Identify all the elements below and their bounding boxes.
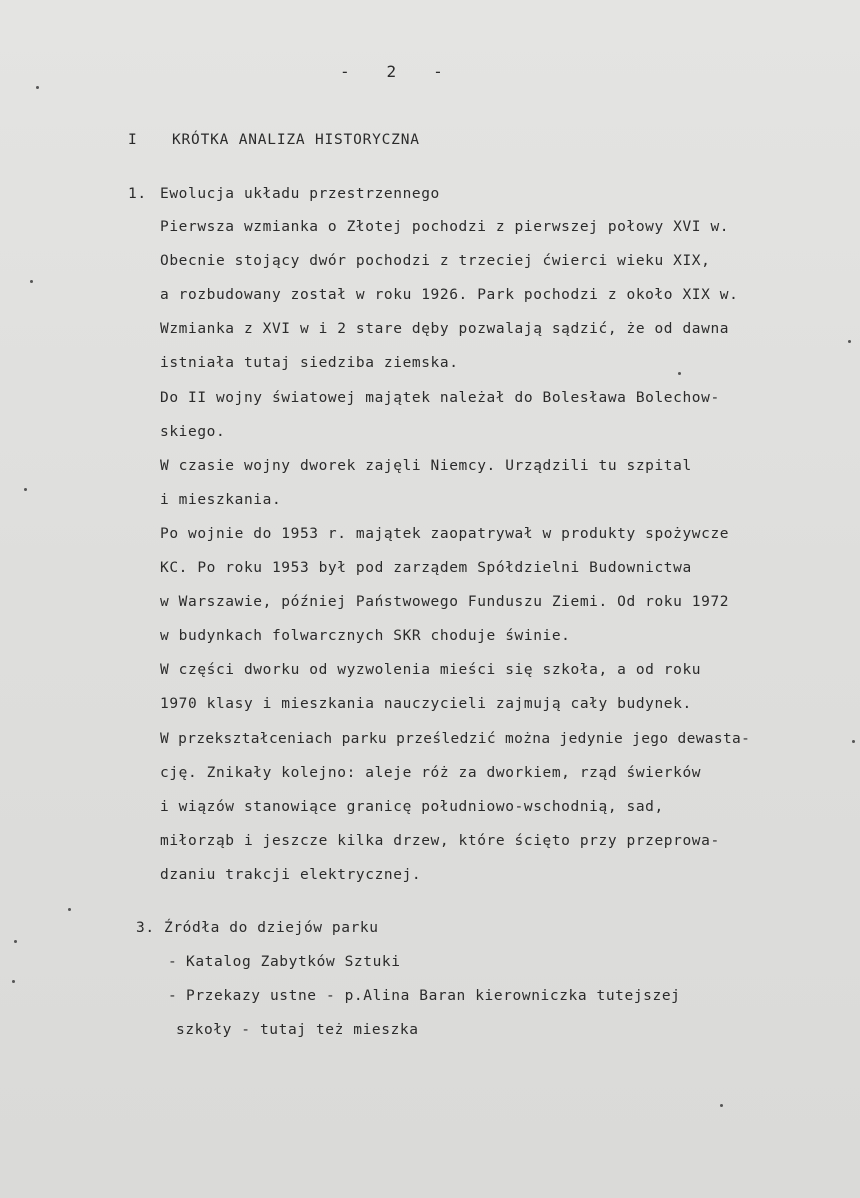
subsection-number: 3.	[136, 920, 155, 936]
body-line: i mieszkania.	[160, 492, 282, 508]
body-line: a rozbudowany został w roku 1926. Park pochodzi z około XIX w.	[160, 287, 739, 303]
list-item: Przekazy ustne - p.Alina Baran kierowniczka tutejszej	[186, 988, 681, 1004]
body-line: 1970 klasy i mieszkania nauczycieli zajmują cały budynek.	[160, 696, 692, 712]
list-item: Katalog Zabytków Sztuki	[186, 954, 401, 970]
body-line: miłorząb i jeszcze kilka drzew, które ścięto przy przeprowa-	[160, 833, 720, 849]
page-number: - 2 -	[340, 62, 445, 81]
body-line: Do II wojny światowej majątek należał do Bolesława Bolechow-	[160, 390, 720, 406]
body-line: cję. Znikały kolejno: aleje róż za dworkiem, rząd świerków	[160, 765, 702, 781]
subsection-heading: Ewolucja układu przestrzennego	[160, 186, 440, 202]
scan-speck	[30, 280, 33, 283]
body-line: W przekształceniach parku prześledzić można jedynie jego dewasta-	[160, 731, 751, 747]
scan-speck	[852, 740, 855, 743]
scan-speck	[720, 1104, 723, 1107]
body-line: i wiązów stanowiące granicę południowo-wschodnią, sad,	[160, 799, 664, 815]
scan-speck	[848, 340, 851, 343]
body-line: Obecnie stojący dwór pochodzi z trzeciej ćwierci wieku XIX,	[160, 253, 711, 269]
body-line: skiego.	[160, 424, 226, 440]
section-title: KRÓTKA ANALIZA HISTORYCZNA	[172, 132, 420, 148]
scan-speck	[68, 908, 71, 911]
section-number: I	[128, 132, 138, 148]
body-line: KC. Po roku 1953 był pod zarządem Spółdzielni Budownictwa	[160, 560, 692, 576]
body-line: Wzmianka z XVI w i 2 stare dęby pozwalają sądzić, że od dawna	[160, 321, 730, 337]
scan-speck	[24, 488, 27, 491]
scan-speck	[12, 980, 15, 983]
body-line: Pierwsza wzmianka o Złotej pochodzi z pierwszej połowy XVI w.	[160, 219, 730, 235]
body-line: w Warszawie, później Państwowego Funduszu Ziemi. Od roku 1972	[160, 594, 730, 610]
body-line: istniała tutaj siedziba ziemska.	[160, 355, 459, 371]
body-line: dzaniu trakcji elektrycznej.	[160, 867, 422, 883]
scan-speck	[14, 940, 17, 943]
list-item-continuation: szkoły - tutaj też mieszka	[176, 1022, 419, 1038]
list-bullet: -	[168, 954, 178, 970]
list-bullet: -	[168, 988, 178, 1004]
body-line: Po wojnie do 1953 r. majątek zaopatrywał w produkty spożywcze	[160, 526, 730, 542]
subsection-heading: Źródła do dziejów parku	[164, 920, 379, 936]
subsection-number: 1.	[128, 186, 147, 202]
body-line: w budynkach folwarcznych SKR choduje świnie.	[160, 628, 571, 644]
scan-speck	[36, 86, 39, 89]
scan-speck	[678, 372, 681, 375]
body-line: W czasie wojny dworek zajęli Niemcy. Urządzili tu szpital	[160, 458, 692, 474]
body-line: W części dworku od wyzwolenia mieści się szkoła, a od roku	[160, 662, 702, 678]
